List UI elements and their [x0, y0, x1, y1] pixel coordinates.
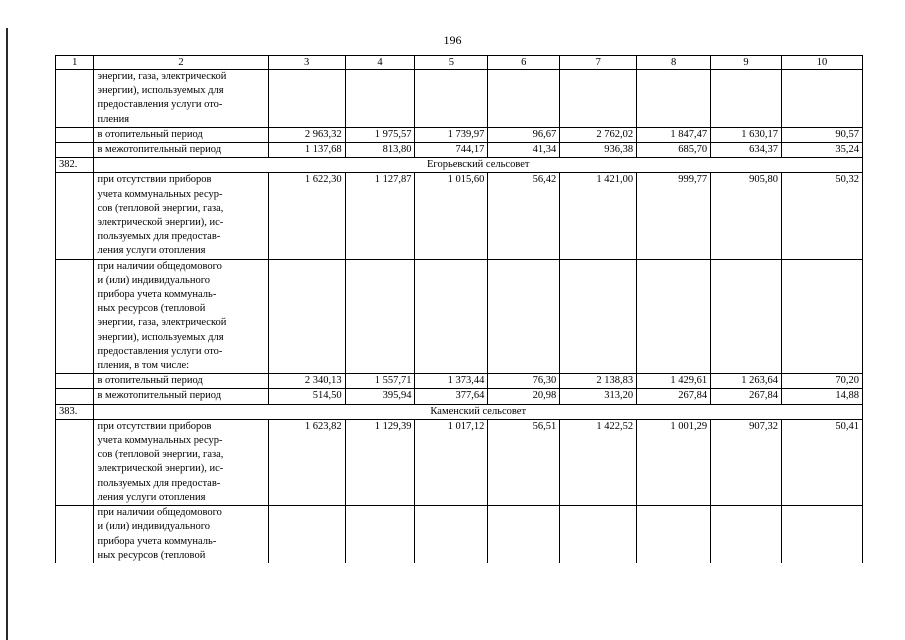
row-number-cell: [56, 143, 94, 158]
page-number: 196: [443, 33, 462, 47]
value-cell: [415, 259, 488, 374]
value-cell: [637, 70, 711, 128]
text-row: [56, 173, 863, 259]
value-cell: 634,37: [711, 143, 782, 158]
value-cell: 1 017,12: [415, 419, 488, 505]
value-cell: 70,20: [781, 374, 862, 389]
text-row: [56, 259, 863, 374]
value-cell: 377,64: [415, 389, 488, 404]
label-line: пления: [97, 113, 130, 125]
value-cell: [781, 259, 862, 374]
value-cell: 14,88: [781, 389, 862, 404]
value-cell: 514,50: [268, 389, 345, 404]
column-number: 10: [781, 56, 862, 70]
value-cell: 1 129,39: [345, 419, 415, 505]
value-cell: 1 630,17: [711, 127, 782, 142]
value-cell: 41,34: [488, 143, 560, 158]
table-body: [56, 56, 863, 563]
value-cell: 2 340,13: [268, 374, 345, 389]
row-number-cell: [56, 374, 94, 389]
value-cell: 96,67: [488, 127, 560, 142]
value-cell: 999,77: [637, 173, 711, 259]
section-title: Егорьевский сельсовет: [94, 158, 863, 173]
value-cell: 267,84: [637, 389, 711, 404]
value-cell: 1 127,87: [345, 173, 415, 259]
value-cell: [560, 70, 637, 128]
row-number-cell: [56, 173, 94, 259]
value-cell: 1 975,57: [345, 127, 415, 142]
value-cell: 1 001,29: [637, 419, 711, 505]
value-cell: 2 762,02: [560, 127, 637, 142]
value-cell: [637, 506, 711, 563]
value-cell: 1 739,97: [415, 127, 488, 142]
section-number: 382.: [56, 158, 94, 173]
value-cell: 313,20: [560, 389, 637, 404]
row-label: [94, 70, 268, 128]
value-cell: 2 138,83: [560, 374, 637, 389]
label-text: в межотопительный период: [97, 390, 222, 402]
label-line: прибора учета коммуналь-: [97, 535, 217, 547]
value-cell: 1 847,47: [637, 127, 711, 142]
label-line: учета коммунальных ресур-: [97, 188, 223, 200]
data-row: [56, 374, 863, 389]
value-cell: 56,42: [488, 173, 560, 259]
value-cell: [488, 506, 560, 563]
label-line: сов (тепловой энергии, газа,: [97, 449, 224, 461]
tariff-table: [55, 55, 863, 563]
label-line: пользуемых для предостав-: [97, 231, 221, 243]
value-cell: [637, 259, 711, 374]
value-cell: [488, 259, 560, 374]
column-number: 8: [637, 56, 711, 70]
value-cell: [711, 70, 782, 128]
value-cell: 1 137,68: [268, 143, 345, 158]
value-cell: 2 963,32: [268, 127, 345, 142]
label-text: в отопительный период: [97, 375, 203, 387]
value-cell: 50,32: [781, 173, 862, 259]
column-number: 1: [56, 56, 94, 70]
value-cell: [711, 259, 782, 374]
value-cell: 1 373,44: [415, 374, 488, 389]
label-line: электрической энергии), ис-: [97, 463, 224, 475]
value-cell: 56,51: [488, 419, 560, 505]
value-cell: [268, 506, 345, 563]
value-cell: 35,24: [781, 143, 862, 158]
column-number: 3: [268, 56, 345, 70]
value-cell: 813,80: [345, 143, 415, 158]
value-cell: 905,80: [711, 173, 782, 259]
label-line: ных ресурсов (тепловой: [97, 303, 206, 315]
row-label: [94, 506, 268, 563]
column-number: 4: [345, 56, 415, 70]
value-cell: [781, 70, 862, 128]
column-number: 7: [560, 56, 637, 70]
value-cell: [415, 506, 488, 563]
value-cell: 20,98: [488, 389, 560, 404]
label-line: ления услуги отопления: [97, 491, 206, 503]
row-label: [94, 143, 268, 158]
label-line: ления услуги отопления: [97, 245, 206, 257]
value-cell: 76,30: [488, 374, 560, 389]
value-cell: [488, 70, 560, 128]
value-cell: 50,41: [781, 419, 862, 505]
section-title: Каменский сельсовет: [94, 404, 863, 419]
section-row: [56, 158, 863, 173]
label-line: при наличии общедомового: [97, 507, 222, 519]
label-line: и (или) индивидуального: [97, 274, 210, 286]
value-cell: [345, 70, 415, 128]
value-cell: 1 623,82: [268, 419, 345, 505]
label-line: при наличии общедомового: [97, 260, 222, 272]
value-cell: [560, 259, 637, 374]
label-line: энергии, газа, электрической: [97, 71, 227, 82]
section-number: 383.: [56, 404, 94, 419]
row-label: [94, 173, 268, 259]
label-line: учета коммунальных ресур-: [97, 435, 223, 447]
value-cell: [345, 259, 415, 374]
value-cell: 1 557,71: [345, 374, 415, 389]
data-row: [56, 389, 863, 404]
value-cell: [560, 506, 637, 563]
value-cell: 936,38: [560, 143, 637, 158]
row-number-cell: [56, 127, 94, 142]
row-label: [94, 419, 268, 505]
value-cell: 395,94: [345, 389, 415, 404]
row-number-cell: [56, 259, 94, 374]
row-label: [94, 389, 268, 404]
label-line: и (или) индивидуального: [97, 521, 210, 533]
value-cell: 1 421,00: [560, 173, 637, 259]
data-row: [56, 143, 863, 158]
label-line: энергии), используемых для: [97, 331, 224, 343]
column-number-row: [56, 56, 863, 70]
text-row: [56, 419, 863, 505]
value-cell: [268, 259, 345, 374]
value-cell: 1 015,60: [415, 173, 488, 259]
value-cell: [711, 506, 782, 563]
data-row: [56, 127, 863, 142]
label-text: в межотопительный период: [97, 144, 222, 156]
row-label: [94, 374, 268, 389]
label-line: ных ресурсов (тепловой: [97, 549, 206, 561]
value-cell: [268, 70, 345, 128]
section-row: [56, 404, 863, 419]
value-cell: 1 622,30: [268, 173, 345, 259]
row-number-cell: [56, 506, 94, 563]
row-label: [94, 127, 268, 142]
row-number-cell: [56, 389, 94, 404]
scan-edge-line: [6, 28, 8, 640]
value-cell: 685,70: [637, 143, 711, 158]
column-number: 5: [415, 56, 488, 70]
row-number-cell: [56, 419, 94, 505]
label-text: в отопительный период: [97, 128, 203, 140]
value-cell: [345, 506, 415, 563]
value-cell: 1 422,52: [560, 419, 637, 505]
text-row: [56, 506, 863, 563]
label-line: энергии), используемых для: [97, 85, 224, 97]
column-number: 6: [488, 56, 560, 70]
value-cell: [781, 506, 862, 563]
label-line: пления, в том числе:: [97, 360, 190, 372]
label-line: пользуемых для предостав-: [97, 477, 221, 489]
value-cell: 907,32: [711, 419, 782, 505]
label-line: энергии, газа, электрической: [97, 317, 227, 329]
label-line: сов (тепловой энергии, газа,: [97, 202, 224, 214]
label-line: при отсутствии приборов: [97, 174, 212, 186]
value-cell: 744,17: [415, 143, 488, 158]
label-line: прибора учета коммуналь-: [97, 289, 217, 301]
text-row: [56, 70, 863, 128]
value-cell: [415, 70, 488, 128]
label-line: электрической энергии), ис-: [97, 217, 224, 229]
value-cell: 1 263,64: [711, 374, 782, 389]
value-cell: 90,57: [781, 127, 862, 142]
label-line: предоставления услуги ото-: [97, 99, 223, 111]
column-number: 2: [94, 56, 268, 70]
row-label: [94, 259, 268, 374]
value-cell: 1 429,61: [637, 374, 711, 389]
row-number-cell: [56, 70, 94, 128]
column-number: 9: [711, 56, 782, 70]
label-line: предоставления услуги ото-: [97, 345, 223, 357]
label-line: при отсутствии приборов: [97, 420, 212, 432]
value-cell: 267,84: [711, 389, 782, 404]
